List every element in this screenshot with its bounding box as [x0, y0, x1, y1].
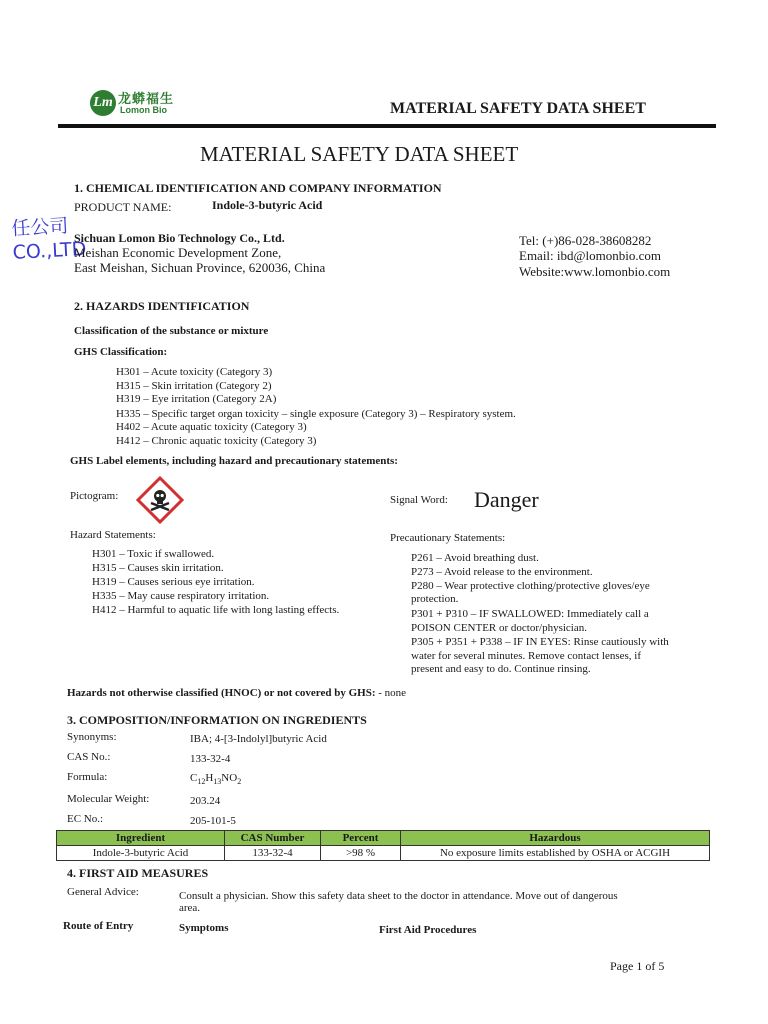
- stamp-line-2: CO.,LTD: [12, 238, 87, 264]
- synonyms-value: IBA; 4-[3-Indolyl]butyric Acid: [190, 733, 327, 745]
- cas-label: CAS No.:: [67, 751, 111, 763]
- ghs-item: H412 – Chronic aquatic toxicity (Category 3): [116, 435, 317, 447]
- signal-word-label: Signal Word:: [390, 494, 448, 506]
- logo-english-text: Lomon Bio: [120, 105, 167, 115]
- product-name-label: PRODUCT NAME:: [74, 200, 172, 214]
- section-2-heading: 2. HAZARDS IDENTIFICATION: [74, 299, 250, 313]
- company-email: Email: ibd@lomonbio.com: [519, 248, 661, 263]
- company-logo: [90, 88, 180, 122]
- hnoc-value: - none: [378, 687, 407, 699]
- ghs-classification-heading: GHS Classification:: [74, 346, 168, 358]
- section-1-heading: 1. CHEMICAL IDENTIFICATION AND COMPANY INFORMATION: [74, 181, 442, 195]
- formula-value: $C_{12}H_{13}NO_2$: [190, 772, 242, 787]
- company-address-2: East Meishan, Sichuan Province, 620036, China: [74, 260, 326, 275]
- table-header-ingredient: Ingredient: [57, 831, 225, 846]
- ghs-item: H315 – Skin irritation (Category 2): [116, 380, 272, 392]
- hazard-statement: H301 – Toxic if swallowed.: [92, 548, 215, 560]
- company-name: Sichuan Lomon Bio Technology Co., Ltd.: [74, 231, 285, 245]
- table-cell-ingredient: Indole-3-butyric Acid: [57, 846, 225, 861]
- table-header-row: [57, 831, 710, 846]
- cas-value: 133-32-4: [190, 753, 231, 765]
- hazard-statement: H319 – Causes serious eye irritation.: [92, 576, 255, 588]
- ghs-item: H301 – Acute toxicity (Category 3): [116, 366, 273, 378]
- hazard-statement: H412 – Harmful to aquatic life with long lasting effects.: [92, 604, 340, 616]
- precautionary-line: P301 + P310 – IF SWALLOWED: Immediately call a: [411, 608, 649, 620]
- hazard-statement: H315 – Causes skin irritation.: [92, 562, 224, 574]
- section-3-heading: 3. COMPOSITION/INFORMATION ON INGREDIENTS: [67, 713, 367, 727]
- classification-heading: Classification of the substance or mixture: [74, 325, 269, 337]
- pictogram-label: Pictogram:: [70, 490, 119, 502]
- document-title: MATERIAL SAFETY DATA SHEET: [200, 142, 519, 166]
- company-address-1: Meishan Economic Development Zone,: [74, 245, 282, 260]
- hazard-statement: H335 – May cause respiratory irritation.: [92, 590, 270, 602]
- page-number: Page 1 of 5: [610, 959, 665, 973]
- skull-crossbones-pictogram-icon: [136, 476, 184, 524]
- table-cell-hazardous: No exposure limits established by OSHA or ACGIH: [401, 846, 710, 861]
- ghs-item: H402 – Acute aquatic toxicity (Category 3): [116, 421, 307, 433]
- table-header-cas: CAS Number: [225, 831, 321, 846]
- precautionary-line: protection.: [411, 593, 459, 605]
- precautionary-line: water for several minutes. Remove contact lenses, if: [411, 650, 642, 662]
- general-advice-line-2: area.: [179, 902, 201, 914]
- precautionary-line: present and easy to do. Continue rinsing.: [411, 663, 591, 675]
- company-website: Website:www.lomonbio.com: [519, 264, 671, 279]
- formula-label: Formula:: [67, 771, 108, 783]
- header-title: MATERIAL SAFETY DATA SHEET: [390, 100, 646, 117]
- product-name-value: Indole-3-butyric Acid: [212, 198, 323, 212]
- precautionary-line: POISON CENTER or doctor/physician.: [411, 622, 587, 634]
- precautionary-line: P280 – Wear protective clothing/protective gloves/eye: [411, 580, 650, 592]
- table-header-hazardous: Hazardous: [401, 831, 710, 846]
- table-header-percent: Percent: [321, 831, 401, 846]
- precautionary-line: P305 + P351 + P338 – IF IN EYES: Rinse cautiously with: [411, 636, 669, 648]
- ghs-item: H335 – Specific target organ toxicity – single exposure (Category 3) – Respiratory system.: [116, 408, 516, 420]
- logo-mark-icon: Lm: [90, 90, 116, 116]
- first-aid-col-procedures: First Aid Procedures: [379, 924, 477, 936]
- synonyms-label: Synonyms:: [67, 731, 117, 743]
- first-aid-col-symptoms: Symptoms: [179, 922, 229, 934]
- hnoc-label: Hazards not otherwise classified (HNOC) or not covered by GHS:: [67, 687, 376, 699]
- header-divider: [58, 124, 716, 128]
- stamp-line-1: 任公司: [10, 214, 69, 240]
- label-elements-heading: GHS Label elements, including hazard and precautionary statements:: [70, 455, 398, 467]
- ingredients-table: [56, 830, 710, 861]
- precautionary-line: P273 – Avoid release to the environment.: [411, 566, 593, 578]
- signal-word-value: Danger: [474, 487, 539, 512]
- ec-label: EC No.:: [67, 813, 104, 825]
- ec-value: 205-101-5: [190, 815, 236, 827]
- table-cell-cas: 133-32-4: [225, 846, 321, 861]
- hazard-statements-label: Hazard Statements:: [70, 529, 156, 541]
- section-4-heading: 4. FIRST AID MEASURES: [67, 866, 209, 880]
- precautionary-line: P261 – Avoid breathing dust.: [411, 552, 539, 564]
- general-advice-line-1: Consult a physician. Show this safety data sheet to the doctor in attendance. Move out of dangerous: [179, 890, 618, 902]
- molecular-weight-value: 203.24: [190, 795, 221, 807]
- ghs-item: H319 – Eye irritation (Category 2A): [116, 393, 277, 405]
- first-aid-col-route: Route of Entry: [63, 920, 134, 932]
- logo-chinese-text: 龙蟒福生: [118, 92, 175, 107]
- company-tel: Tel: (+)86-028-38608282: [519, 233, 652, 248]
- table-row: [57, 846, 710, 861]
- table-cell-percent: >98 %: [321, 846, 401, 861]
- precautionary-label: Precautionary Statements:: [390, 532, 506, 544]
- general-advice-label: General Advice:: [67, 886, 139, 898]
- molecular-weight-label: Molecular Weight:: [67, 793, 150, 805]
